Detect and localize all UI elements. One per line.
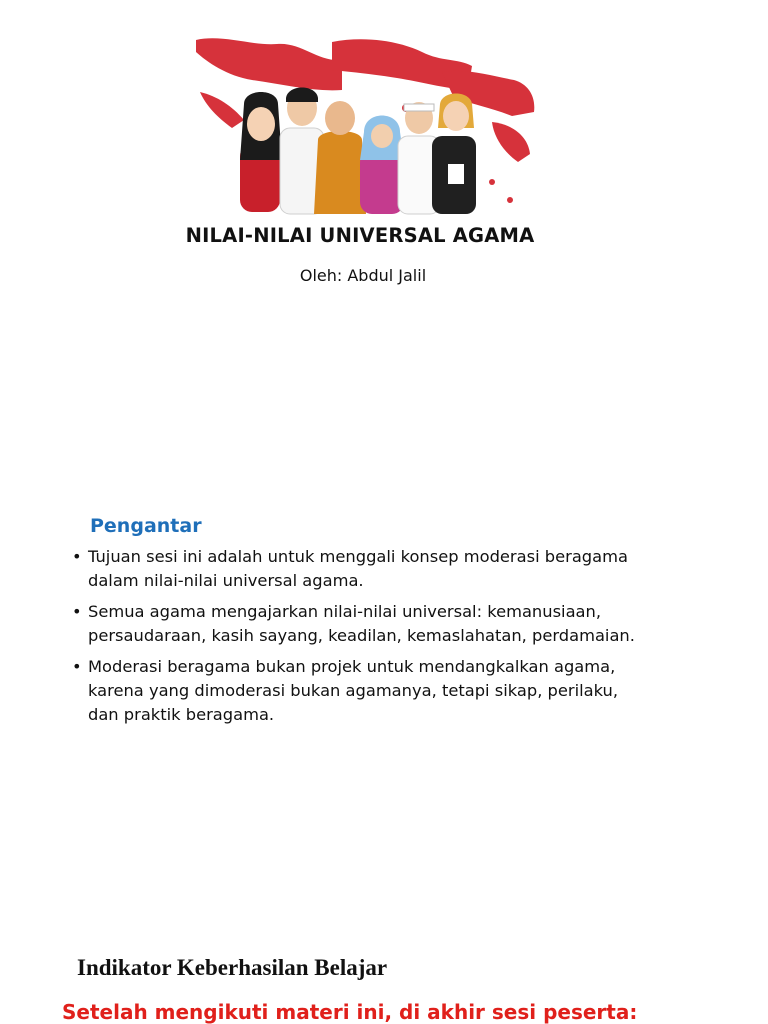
bullet-line: karena yang dimoderasi bukan agamanya, tetapi sikap, perilaku, bbox=[88, 681, 619, 700]
people-illustration bbox=[192, 32, 538, 216]
bullet-list bbox=[72, 545, 712, 734]
bullet-line: dalam nilai-nilai universal agama. bbox=[88, 571, 364, 590]
indicator-slide bbox=[0, 950, 768, 1024]
indicator-subtitle: Setelah mengikuti materi ini, di akhir sesi peserta: bbox=[62, 1000, 638, 1024]
bullet-line: Moderasi beragama bukan projek untuk mendangkalkan agama, bbox=[88, 657, 616, 676]
intro-heading: Pengantar bbox=[90, 515, 202, 537]
title-slide bbox=[0, 0, 768, 480]
slide-title: NILAI-NILAI UNIVERSAL AGAMA bbox=[185, 224, 535, 247]
list-item bbox=[72, 600, 712, 648]
bullet-icon: • bbox=[72, 657, 82, 676]
person-6 bbox=[432, 94, 476, 215]
bullet-line: Tujuan sesi ini adalah untuk menggali konsep moderasi beragama bbox=[88, 547, 628, 566]
list-item bbox=[72, 655, 712, 727]
bullet-icon: • bbox=[72, 602, 82, 621]
list-item bbox=[72, 545, 712, 593]
intro-slide bbox=[0, 505, 768, 925]
person-3 bbox=[314, 101, 366, 214]
indicator-title: Indikator Keberhasilan Belajar bbox=[77, 955, 388, 980]
bullet-line: persaudaraan, kasih sayang, keadilan, kemaslahatan, perdamaian. bbox=[88, 626, 635, 645]
person-4 bbox=[360, 116, 404, 215]
bullet-line: Semua agama mengajarkan nilai-nilai universal: kemanusiaan, bbox=[88, 602, 602, 621]
person-1 bbox=[240, 92, 282, 212]
bullet-icon: • bbox=[72, 547, 82, 566]
bullet-line: dan praktik beragama. bbox=[88, 705, 275, 724]
slide-author: Oleh: Abdul Jalil bbox=[299, 266, 427, 285]
